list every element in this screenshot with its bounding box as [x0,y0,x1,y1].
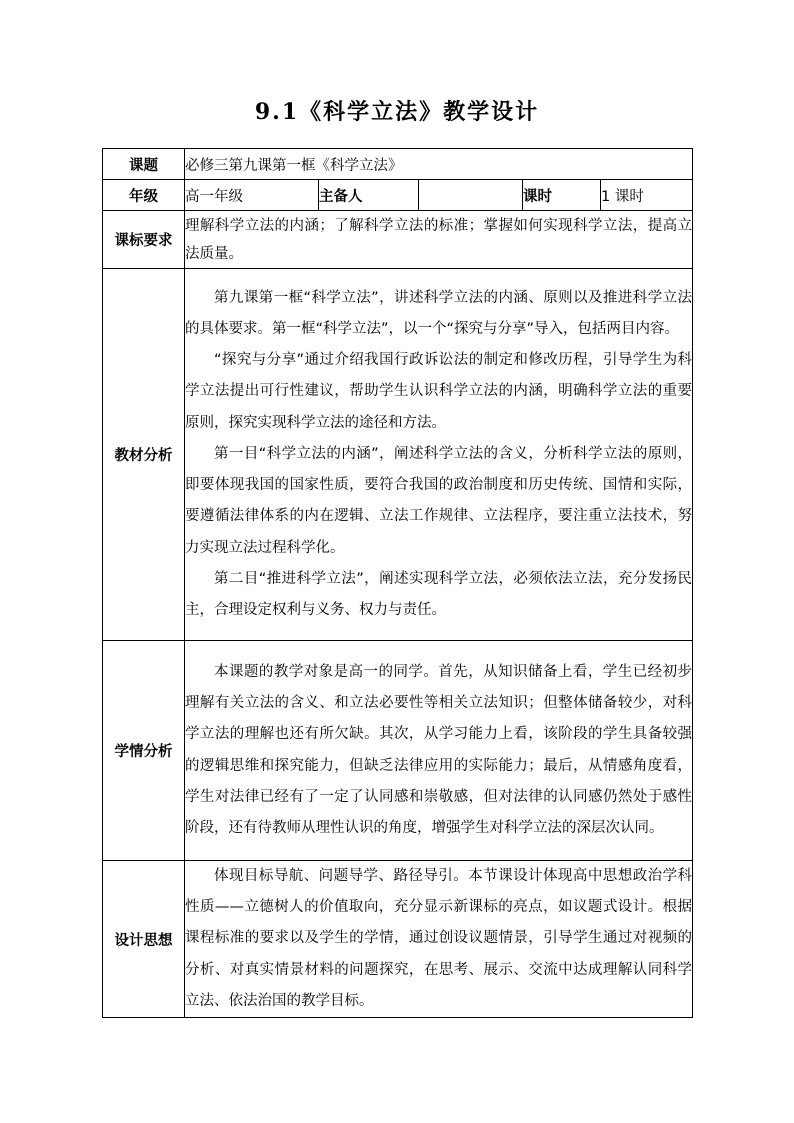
row-standard [103,211,693,269]
grade-value: 高一年级 [185,180,319,211]
grade-label: 年级 [103,180,185,211]
material-label: 教材分析 [103,269,185,641]
material-paragraph: “探究与分享”通过介绍我国行政诉讼法的制定和修改历程，引导学生为科学立法提出可行性建议，帮助学生认识科学立法的内涵，明确科学立法的重要原则，探究实现科学立法的途径和方法。 [185,352,693,431]
topic-label: 课题 [103,149,185,180]
row-grade [103,180,693,211]
row-learner [103,641,693,861]
preparer-value [419,180,523,211]
material-paragraph: 第一目“科学立法的内涵”，阐述科学立法的含义，分析科学立法的原则，即要体现我国的国家性质，要符合我国的政治制度和历史传统、国情和实际，要遵循法律体系的内在逻辑、立法工作规律、立法程序，要注重立法技术，努力实现立法过程科学化。 [185,445,693,556]
hours-value: 1 课时 [601,180,693,211]
row-material [103,269,693,641]
design-paragraph: 体现目标导航、问题导学、路径导引。本节课设计体现高中思想政治学科性质——立德树人的价值取向，充分显示新课标的亮点，如议题式设计。根据课程标准的要求以及学生的学情，通过创设议题情景，引导学生通过对视频的分析、对真实情景材料的问题探究，在思考、展示、交流中达成理解认同科学立法、依法治国的教学目标。 [185,868,693,1009]
row-design [103,861,693,1018]
learner-label: 学情分析 [103,641,185,861]
preparer-label: 主备人 [319,180,419,211]
learner-paragraph: 本课题的教学对象是高一的同学。首先，从知识储备上看，学生已经初步理解有关立法的含义、和立法必要性等相关立法知识；但整体储备较少，对科学立法的理解也还有所欠缺。其次，从学习能力上看，该阶段的学生具备较强的逻辑思维和探究能力，但缺乏法律应用的实际能力；最后，从情感角度看，学生对法律已经有了一定了认同感和崇敬感，但对法律的认同感仍然处于感性阶段，还有待教师从理性认识的角度，增强学生对科学立法的深层次认同。 [185,663,693,836]
topic-value: 必修三第九课第一框《科学立法》 [185,149,693,180]
learner-text [185,641,693,861]
material-text [185,269,693,641]
standard-label: 课标要求 [103,211,185,269]
hours-label: 课时 [523,180,601,211]
standard-text: 理解科学立法的内涵；了解科学立法的标准；掌握如何实现科学立法，提高立法质量。 [185,211,693,269]
document-title: 9.1《科学立法》教学设计 [254,99,540,125]
material-paragraph: 第二目“推进科学立法”，阐述实现科学立法，必须依法立法，充分发扬民主，合理设定权利与义务、权力与责任。 [185,570,693,618]
row-topic [103,149,693,180]
material-paragraph: 第九课第一框“科学立法”，讲述科学立法的内涵、原则以及推进科学立法的具体要求。第一框“科学立法”，以一个“探究与分享”导入，包括两目内容。 [185,289,693,338]
design-text [185,861,693,1018]
lesson-plan-table [102,148,693,1018]
design-label: 设计思想 [103,861,185,1018]
